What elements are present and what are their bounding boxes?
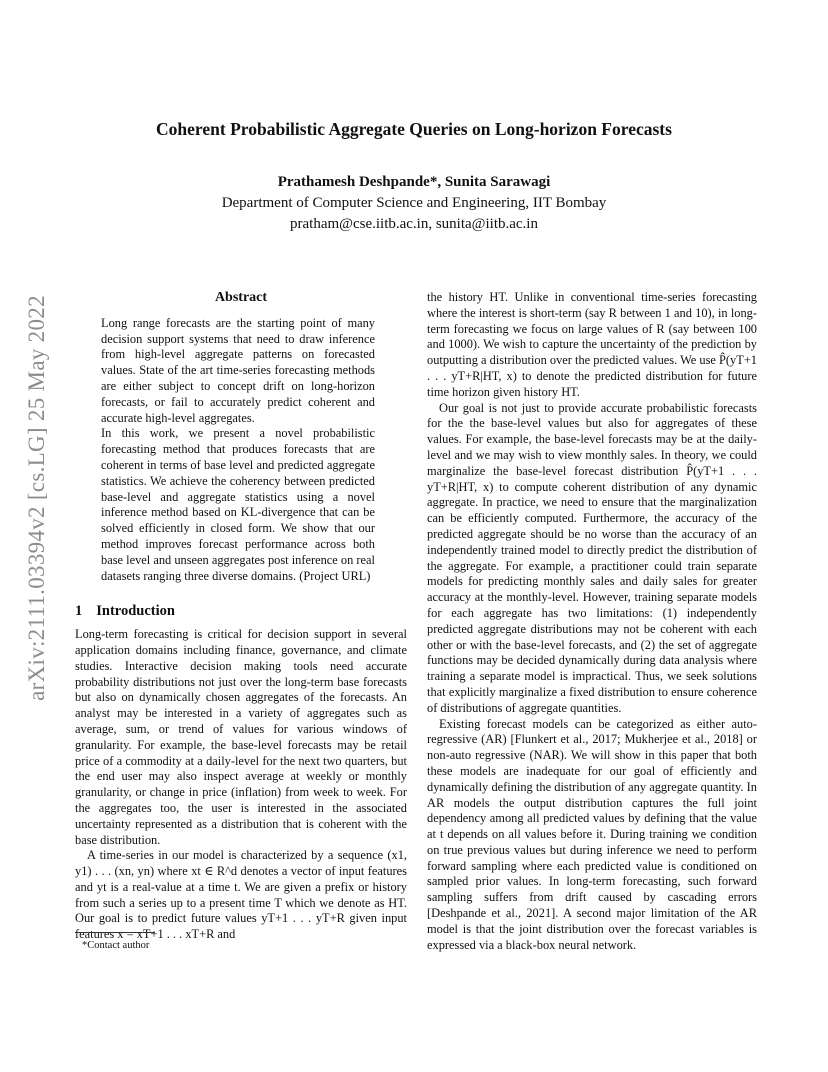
abstract-section (75, 290, 407, 584)
footnote: *Contact author (82, 940, 150, 951)
section-heading-introduction (75, 604, 407, 620)
author-emails: pratham@cse.iitb.ac.in, sunita@iitb.ac.in (290, 216, 538, 232)
author-block (60, 172, 768, 235)
body-paragraph: the history HT. Unlike in conventional time-series forecasting where the interest is short-term (say R between 1 and 10), in long-term forecasting we focus on large values of R (say between 100 and 1000). We wish to capture the uncertainty of the prediction by outputting a distribution over the predicted values. We use P̂(yT+1 . . . yT+R|HT, x) to denote the predicted distribution for future time horizon given history HT. (427, 290, 757, 399)
body-paragraph: Our goal is not just to provide accurate probabilistic forecasts for the the base-level values but also for aggregates of these values. For example, the base-level forecasts may be at the daily-level and we may wish to view monthly sales. In theory, we could marginalize the base-level forecast distribution P̂(yT+1 . . . yT+R|HT, x) to compute coherent distribution of any dynamic aggregate. In practice, we need to ensure that the marginalization can be efficiently computed. Furthermore, the accuracy of the predicted aggregate should be no worse than the accuracy of an independently trained model to directly predict the distribution of the aggregate. For example, a practitioner could train separate models for predicting monthly sales and daily sales for greater accuracy at the monthly-level. However, training separate models for each aggregate has two limitations: (1) independently predicted aggregate distributions may not be coherent with each other or with the base-level forecasts, and (2) the set of aggregate functions may be decided dynamically during data analysis where training a separate model is impractical. Thus, we seek solutions that explicitly marginalize a fixed distribution to ensure coherence of distributions of aggregate quantities. (427, 400, 757, 715)
body-paragraph: Long-term forecasting is critical for decision support in several application domains including finance, governance, and climate studies. Interactive decision making tools need accurate probability distributions not just over the long-term base forecasts but also on dynamically chosen aggregates of the forecasts. An analyst may be interested in a variety of aggregates such as average, sum, or trend of values for various windows of granularity. For example, the base-level forecasts may be retail price of a commodity at a daily-level for the next two quarters, but the end user may also inspect average at weekly or monthly granularity, or change in price (inflation) from week to week. For the aggregates too, the user is interested in the associated uncertainty represented as a distribution that is coherent with the base distribution. (75, 627, 407, 847)
right-column (427, 290, 757, 953)
footnote-divider (75, 932, 155, 933)
arxiv-identifier (22, 248, 52, 748)
body-paragraph: Existing forecast models can be categorized as either auto-regressive (AR) [Flunkert et al., 2017; Mukherjee et al., 2018] or non-auto regressive (NAR). We will show in this paper that both these models are inadequate for our goal of efficiently and dynamically defining the distribution of any aggregate quantity. In AR models the output distribution captures the full joint dependency among all predicted values by defining that the value at t depends on all values before it. During training we condition on true previous values but during inference we need to perform forward sampling where each predicted value is conditioned on sampled prior values. In long-term forecasting, such forward sampling suffers from drift caused by cascading errors [Deshpande et al., 2021]. A second major limitation of the AR model is that the joint distribution over the forecast variables is expressed via a black-box neural network. (427, 716, 757, 952)
left-column (75, 290, 407, 943)
section-title: Introduction (96, 603, 175, 620)
author-affiliation: Department of Computer Science and Engineering, IIT Bombay (221, 195, 607, 211)
abstract-heading: Abstract (214, 290, 268, 305)
section-number: 1 (75, 603, 83, 620)
abstract-paragraph: In this work, we present a novel probabilistic forecasting method that produces forecasts that are coherent in terms of base level and predicted aggregate statistics. We achieve the coherency between predicted base-level and aggregate statistics using a novel inference method based on KL-divergence that can be solved efficiently in closed form. We show that our method improves forecast performance across both base level and unseen aggregates post inference on real datasets ranging three diverse domains. (Project URL) (101, 426, 375, 583)
body-paragraph: A time-series in our model is characterized by a sequence (x1, y1) . . . (xn, yn) where xt ∈ R^d denotes a vector of input features and yt is a real-value at a time t. We are given a prefix or history from such a series up to a present time T which we denote as HT. Our goal is to predict future values yT+1 . . . yT+R given input features x = xT+1 . . . xT+R and (75, 848, 407, 942)
author-names: Prathamesh Deshpande*, Sunita Sarawagi (277, 174, 551, 190)
paper-title: Coherent Probabilistic Aggregate Queries on Long-horizon Forecasts (156, 119, 672, 139)
abstract-paragraph: Long range forecasts are the starting point of many decision support systems that need to draw inference from high-level aggregate patterns on forecasted values. State of the art time-series forecasting methods are either subject to concept drift on long-horizon forecasts, or fail to accurately predict coherent and accurate high-level aggregates. (101, 315, 375, 425)
arxiv-identifier-text: arXiv:2111.03394v2 [cs.LG] 25 May 2022 (24, 295, 49, 701)
